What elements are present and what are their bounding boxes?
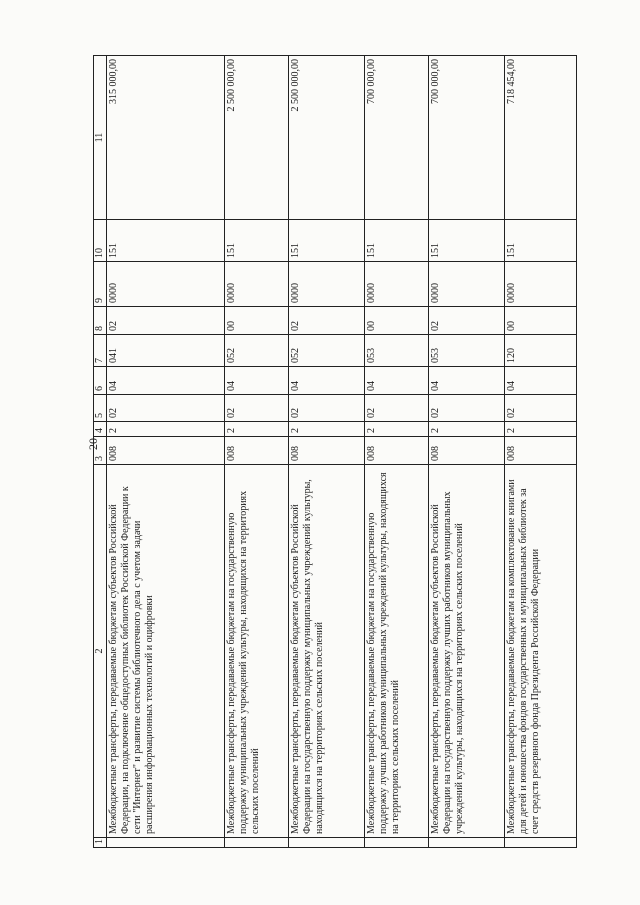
code-cell-4: 2	[429, 422, 505, 437]
code-cell-6: 04	[429, 367, 505, 395]
header-cell-7: 7	[94, 335, 107, 367]
code-cell-7: 120	[505, 335, 577, 367]
code-cell-5: 02	[107, 395, 225, 422]
code-cell-7: 041	[107, 335, 225, 367]
header-row	[94, 56, 107, 848]
row-index-cell	[365, 838, 429, 848]
amount-cell: 2 500 000,00	[225, 56, 289, 220]
code-cell-8: 02	[289, 307, 365, 335]
code-cell-6: 04	[107, 367, 225, 395]
code-cell-10: 151	[225, 220, 289, 262]
code-cell-9: 0000	[429, 262, 505, 307]
header-cell-4: 4	[94, 422, 107, 437]
code-cell-7: 053	[429, 335, 505, 367]
code-cell-4: 2	[107, 422, 225, 437]
code-cell-3: 008	[505, 437, 577, 465]
row-description-cell: Межбюджетные трансферты, передаваемые бюджетам на комплектование книгами для детей и юношества фондов государственных и муниципальных библиотек за счет средств резервного фонда Президента Российской Федерации	[505, 465, 577, 838]
code-cell-6: 04	[289, 367, 365, 395]
header-cell-5: 5	[94, 395, 107, 422]
budget-table	[93, 55, 577, 848]
row-description-cell: Межбюджетные трансферты, передаваемые бюджетам субъектов Российской Федерации на государственную поддержку муниципальных учреждений культуры, находящихся на территориях сельских поселений	[289, 465, 365, 838]
code-cell-5: 02	[505, 395, 577, 422]
code-cell-9: 0000	[225, 262, 289, 307]
code-cell-10: 151	[429, 220, 505, 262]
table-row	[429, 56, 505, 848]
row-description-cell: Межбюджетные трансферты, передаваемые бюджетам субъектов Российской Федерации, на подключение общедоступных библиотек Российской Федерации к сети "Интернет" и развитие системы библиотечного дела с учетом задачи расширения информационных технологий и оцифровки	[107, 465, 225, 838]
code-cell-10: 151	[505, 220, 577, 262]
code-cell-10: 151	[365, 220, 429, 262]
code-cell-3: 008	[289, 437, 365, 465]
row-description-cell: Межбюджетные трансферты, передаваемые бюджетам на государственную поддержку муниципальных учреждений культуры, находящихся на территориях сельских поселений	[225, 465, 289, 838]
code-cell-4: 2	[365, 422, 429, 437]
code-cell-7: 053	[365, 335, 429, 367]
code-cell-5: 02	[225, 395, 289, 422]
code-cell-8: 02	[107, 307, 225, 335]
code-cell-8: 00	[365, 307, 429, 335]
row-index-cell	[107, 838, 225, 848]
code-cell-7: 052	[225, 335, 289, 367]
table-row	[225, 56, 289, 848]
amount-cell: 2 500 000,00	[289, 56, 365, 220]
code-cell-5: 02	[289, 395, 365, 422]
code-cell-3: 008	[225, 437, 289, 465]
code-cell-8: 00	[225, 307, 289, 335]
amount-cell: 700 000,00	[429, 56, 505, 220]
code-cell-8: 02	[429, 307, 505, 335]
row-index-cell	[289, 838, 365, 848]
header-cell-10: 10	[94, 220, 107, 262]
code-cell-4: 2	[505, 422, 577, 437]
code-cell-9: 0000	[505, 262, 577, 307]
code-cell-6: 04	[225, 367, 289, 395]
code-cell-8: 00	[505, 307, 577, 335]
row-index-cell	[429, 838, 505, 848]
code-cell-6: 04	[365, 367, 429, 395]
code-cell-9: 0000	[365, 262, 429, 307]
page-number: 20	[86, 438, 100, 450]
table-row	[107, 56, 225, 848]
row-index-cell	[505, 838, 577, 848]
code-cell-4: 2	[225, 422, 289, 437]
code-cell-9: 0000	[289, 262, 365, 307]
header-cell-3: 3	[94, 437, 107, 465]
code-cell-5: 02	[365, 395, 429, 422]
table-row	[289, 56, 365, 848]
table-row	[505, 56, 577, 848]
amount-cell: 718 454,00	[505, 56, 577, 220]
header-cell-1: 1	[94, 838, 107, 848]
code-cell-3: 008	[429, 437, 505, 465]
code-cell-3: 008	[365, 437, 429, 465]
code-cell-9: 0000	[107, 262, 225, 307]
amount-cell: 315 000,00	[107, 56, 225, 220]
code-cell-4: 2	[289, 422, 365, 437]
code-cell-7: 052	[289, 335, 365, 367]
code-cell-10: 151	[289, 220, 365, 262]
table-row	[365, 56, 429, 848]
row-description-cell: Межбюджетные трансферты, передаваемые бюджетам субъектов Российской Федерации на государственную поддержку лучших работников муниципальных учреждений культуры, находящихся на территориях сельских поселений	[429, 465, 505, 838]
rotated-table-wrapper	[93, 56, 545, 848]
row-description-cell: Межбюджетные трансферты, передаваемые бюджетам на государственную поддержку лучших работников муниципальных учреждений культуры, находящихся на территориях сельских поселений	[365, 465, 429, 838]
amount-cell: 700 000,00	[365, 56, 429, 220]
code-cell-5: 02	[429, 395, 505, 422]
code-cell-3: 008	[107, 437, 225, 465]
header-cell-9: 9	[94, 262, 107, 307]
header-cell-11: 11	[94, 56, 107, 220]
header-cell-8: 8	[94, 307, 107, 335]
header-cell-2: 2	[94, 465, 107, 838]
row-index-cell	[225, 838, 289, 848]
header-cell-6: 6	[94, 367, 107, 395]
code-cell-6: 04	[505, 367, 577, 395]
code-cell-10: 151	[107, 220, 225, 262]
